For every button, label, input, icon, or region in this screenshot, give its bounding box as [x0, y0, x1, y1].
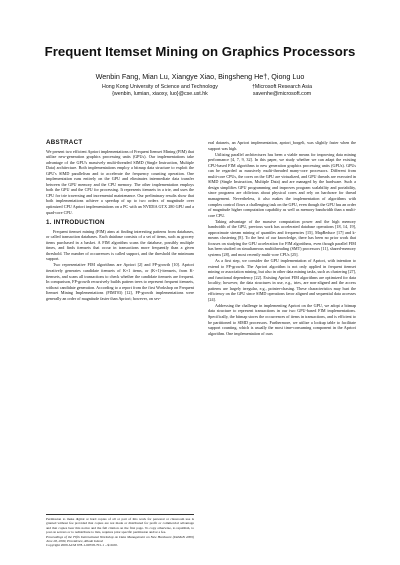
body-paragraph: Taking advantage of the massive computation power and the high memory bandwidth of the GPU, previous work has accelerated database operations [18, 14, 19], approximate stream mining of quantiles and frequencies [15], MapReduce [17] and k-means clustering [8]. To the best of our knowledge, there has been no prior work that focuses on studying the GPU acceleration for FIM algorithms, even though parallel FIM has been studied on simultaneous multithreading (SMT) processors [11], shared-memory systems [28], and most recently multi-core CPUs [25].: [208, 218, 356, 257]
footnote-rule: [46, 514, 194, 515]
abstract-heading: ABSTRACT: [46, 139, 83, 146]
affiliation-right-institution: †Microsoft Research Asia: [251, 84, 313, 90]
affiliation-left-emails: {wenbin, lumian, xiaoxy, luo}@cse.ust.hk: [112, 91, 208, 98]
left-column: [46, 140, 194, 302]
intro-paragraph: Two representative FIM algorithms are Apriori [2] and FP-growth [10]. Apriori iteratively generates candidate itemsets of K+1 items, or (K+1)-itemsets, from K-itemsets, and scans all transactions to check whether the candidate itemsets are frequent. In comparison, FP-growth recursively builds pattern trees to represent frequent itemsets, without candidate generation. According to a report from the first Workshop on Frequent Itemset Mining Implementations (FIMI'03) [12], FP-growth implementations were generally an order of magnitude faster than Apriori; however, on sev-: [46, 262, 194, 301]
abstract-text: We present two efficient Apriori implementations of Frequent Itemset Mining (FIM) that utilize new-generation graphics processing units (GPUs). Our implementations take advantage of the GPU's massively multi-threaded SIMD (Single Instruction, Multiple Data) architecture. Both implementations employ a bitmap data structure to exploit the GPU's SIMD parallelism and to accelerate the frequency counting operation. One implementation runs entirely on the GPU and eliminates intermediate data transfer between the GPU memory and the CPU memory. The other implementation employs both the GPU and the CPU for processing. It represents itemsets in a trie, and uses the CPU for trie traversing and incremental maintenance. Our preliminary results show that both implementations achieve a speedup of up to two orders of magnitude over optimized CPU Apriori implementations on a PC with an NVIDIA GTX 280 GPU and a quad-core CPU.: [46, 148, 194, 215]
affiliation-left-institution: Hong Kong University of Science and Technology: [102, 84, 218, 90]
intro-paragraph: Frequent itemset mining (FIM) aims at finding interesting patterns from databases, or called transaction databases. Each database consists of a set of items, such as grocery items purchased in a basket. A FIM algorithm scans the database, possibly multiple times, and finds itemsets that occur in transactions more frequently than a given threshold. The number of occurrences is called support, and the threshold the minimum support.: [46, 228, 194, 262]
introduction-heading: 1. INTRODUCTION: [46, 219, 105, 227]
permission-notice: Permission to make digital or hard copies of all or part of this work for personal or classroom use is granted without fee provided that copies are not made or distributed for profit or commercial advantage and that copies bear this notice and the full citation on the first page. To copy otherwise, to republish, to post on servers or to redistribute to lists, requires prior specific permission and/or a fee.: [46, 517, 194, 535]
right-column: [208, 140, 356, 337]
body-paragraph: As a first step, we consider the GPU implementation of Apriori, with intention to extend to FP-growth. The Apriori algorithm is not only applied in frequent itemset mining or association mining, but also in other data mining tasks, such as clustering [27], and functional dependency [22]. Existing Apriori FIM algorithms are optimized for data locality; however, the data structures in use, e.g., tries, are non-aligned and the access patterns are largely irregular, e.g., pointer-chasing. These characteristics may hurt the efficiency on the GPU since SIMD operations favor aligned and sequential data accesses [24].: [208, 257, 356, 302]
affiliation-right-email: savenhe@microsoft.com: [252, 91, 312, 98]
paper-title: Frequent Itemset Mining on Graphics Processors: [44, 44, 356, 59]
copyright-line: Copyright 2009 ACM 978-1-60558-701-1 ...$10.00.: [46, 543, 118, 548]
author-list: Wenbin Fang, Mian Lu, Xiangye Xiao, Bingsheng He†, Qiong Luo: [95, 72, 305, 81]
affiliation-right: [232, 84, 332, 98]
proceedings-info: Proceedings of the Fifth International Workshop on Data Management on New Hardware (DaMoN 2009) June 28, 2009, Providence, Rhode Island: [46, 534, 194, 544]
body-paragraph: eral datasets, an Apriori implementation, apriori_borgelt, was slightly faster when the support was high.: [208, 140, 356, 151]
copyright-footnote: [46, 514, 194, 548]
body-paragraph: Addressing the challenge in implementing Apriori on the GPU, we adopt a bitmap data structure to represent transactions in our two GPU-based FIM implementations. Specifically, the bitmap stores the occurrences of items in transactions, and is efficient to be partitioned to SIMD processors. Furthermore, we utilize a lookup table to facilitate support counting, which is usually the most time-consuming component in the Apriori algorithm. One implementation of ours: [208, 302, 356, 336]
affiliation-left: [85, 84, 235, 98]
body-paragraph: Utilizing parallel architectures has been a viable means for improving data mining performance [4, 7, 9, 32]. In this paper, we study whether we can adapt the existing CPU-based FIM algorithms to new generation graphics processing units (GPUs). GPUs can be regarded as massively multi-threaded many-core processors. Different from multi-core CPUs, the cores on the GPU are virtualized, and GPU threads are executed in SIMD (Single Instruction, Multiple Data) and are managed by the hardware. Such a design simplifies GPU programming and improves program scalability and portability, since programs are oblivious about physical cores and rely on hardware for thread management. Nevertheless, it also makes the implementation of algorithms with complex control flows a challenging task on the GPU, even though the GPU has an order of magnitude higher computation capability as well as memory bandwidth than a multi-core CPU.: [208, 151, 356, 218]
